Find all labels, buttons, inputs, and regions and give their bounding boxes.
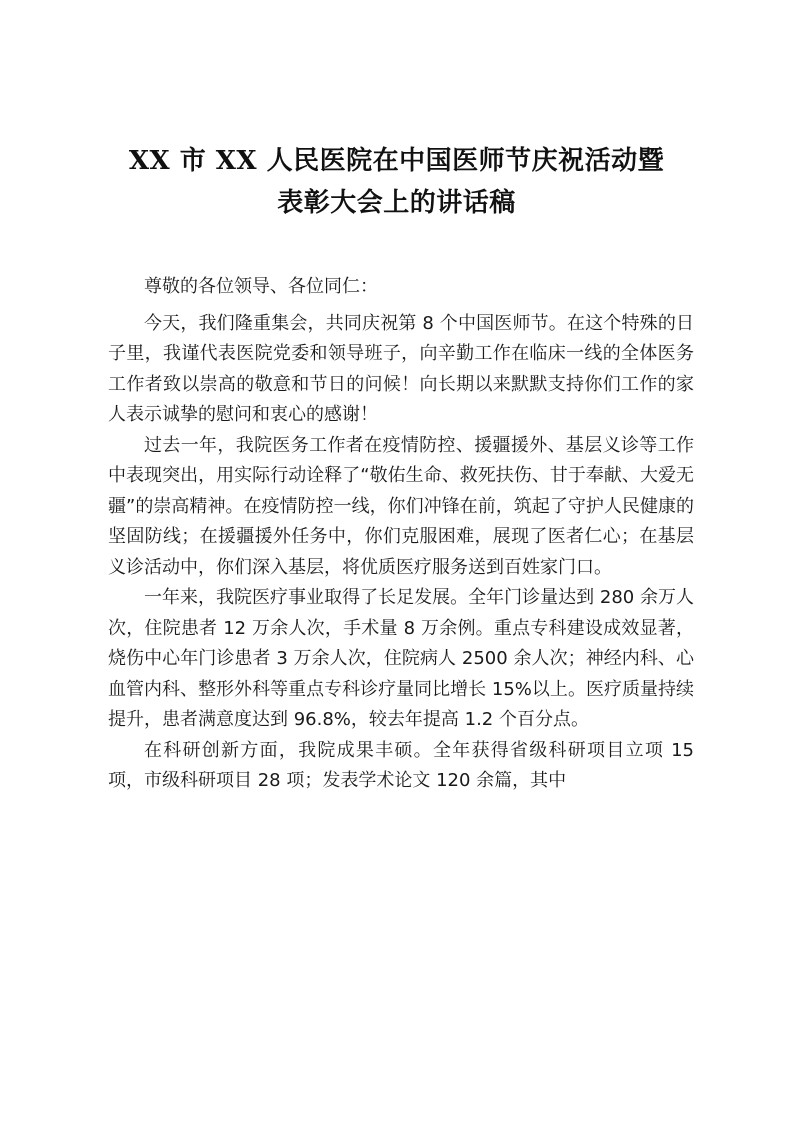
title-line-1: XX 市 XX 人民医院在中国医师节庆祝活动暨 — [128, 146, 665, 176]
paragraph: 一年来，我院医疗事业取得了长足发展。全年门诊量达到 280 余万人次，住院患者 12 万余人次，手术量 8 万余例。重点专科建设成效显著，烧伤中心年门诊患者 3 万余人次，住院病人 2500 余人次；神经内科、心血管内科、整形外科等重点专科诊疗量同比增长 15%以上。医疗质量持续提升，患者满意度达到 96.8%，较去年提高 1.2 个百分点。 — [108, 587, 694, 730]
title-line-2: 表彰大会上的讲话稿 — [277, 188, 516, 218]
document-title — [96, 140, 697, 224]
document-body — [108, 272, 694, 797]
paragraph: 今天，我们隆重集会，共同庆祝第 8 个中国医师节。在这个特殊的日子里，我谨代表医院党委和领导班子，向辛勤工作在临床一线的全体医务工作者致以崇高的敬意和节日的问候！向长期以来默默支持你们工作的家人表示诚挚的慰问和衷心的感谢！ — [108, 312, 694, 425]
paragraph: 过去一年，我院医务工作者在疫情防控、援疆援外、基层义诊等工作中表现突出，用实际行动诠释了“敬佑生命、救死扶伤、甘于奉献、大爱无疆”的崇高精神。在疫情防控一线，你们冲锋在前，筑起了守护人民健康的坚固防线；在援疆援外任务中，你们克服困难，展现了医者仁心；在基层义诊活动中，你们深入基层，将优质医疗服务送到百姓家门口。 — [108, 434, 694, 578]
salutation: 尊敬的各位领导、各位同仁： — [144, 276, 378, 297]
paragraph: 在科研创新方面，我院成果丰硕。全年获得省级科研项目立项 15 项，市级科研项目 28 项；发表学术论文 120 余篇，其中 — [108, 739, 694, 791]
